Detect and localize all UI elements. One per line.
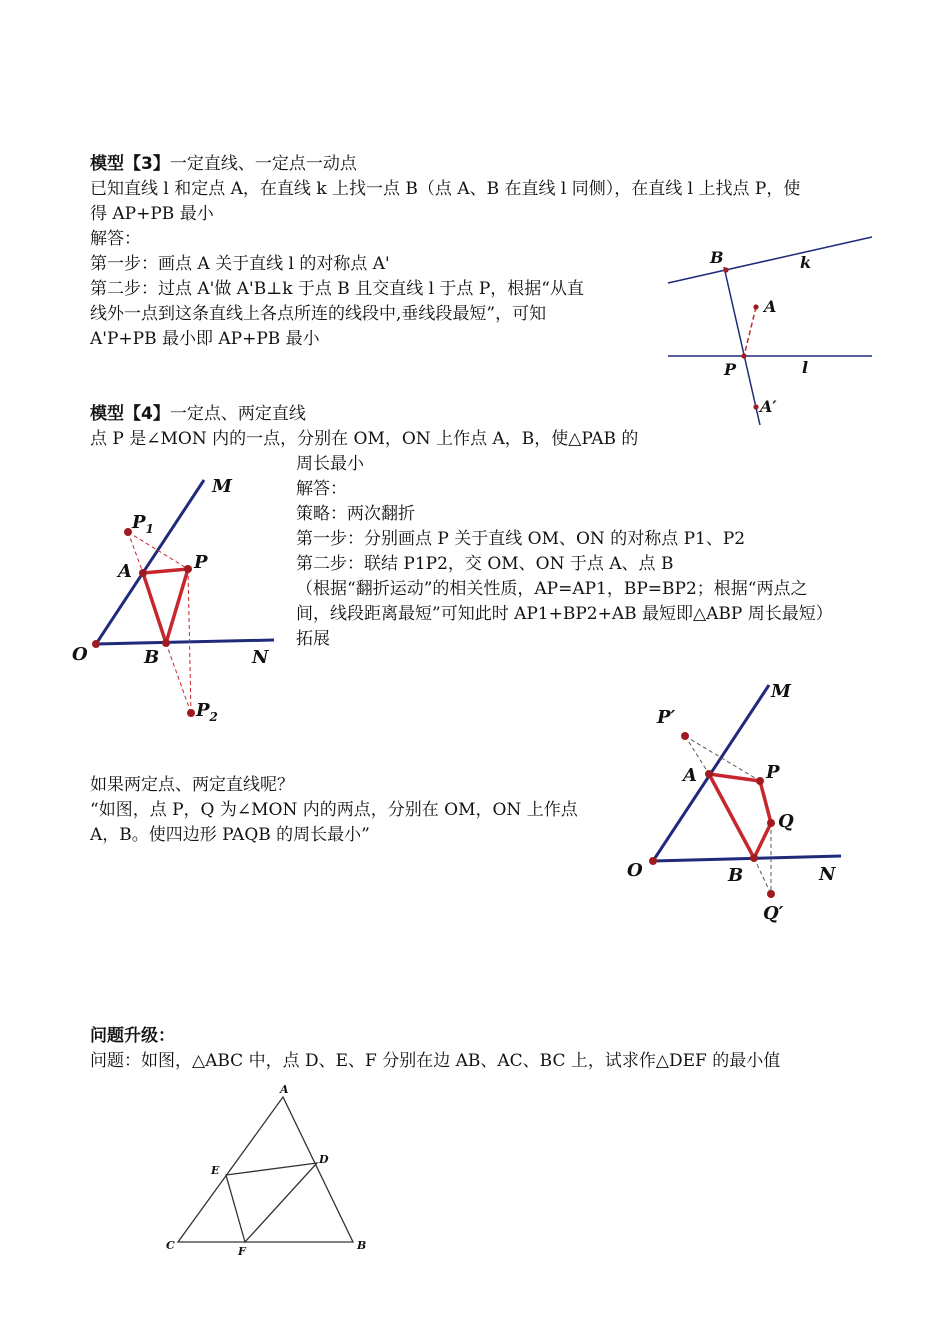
extension-question: 如果两定点、两定直线呢？ [90, 775, 294, 795]
upgrade-figure [160, 1080, 380, 1260]
label-c: C [166, 1239, 175, 1252]
label-a: A [764, 297, 777, 316]
triangle-def [226, 1163, 317, 1242]
ray-om [96, 480, 204, 644]
point-o [649, 857, 657, 865]
quad-paqb [709, 774, 771, 858]
point-p [756, 777, 764, 785]
point-b [750, 854, 758, 862]
label-m: M [771, 681, 791, 702]
point-p-prime [681, 732, 689, 740]
label-l: l [802, 358, 809, 377]
point-p [184, 565, 192, 573]
dash-b-qprime [754, 858, 771, 894]
model3-title [90, 152, 357, 176]
upgrade-title: 问题升级： [90, 1026, 175, 1046]
label-p2-main: P [196, 700, 210, 721]
point-a [139, 569, 147, 577]
ray-on [653, 856, 841, 861]
label-p: P [724, 360, 737, 379]
model3-answer: 解答： [90, 229, 141, 249]
triangle-pab [143, 569, 188, 643]
extension-figure [625, 675, 850, 930]
model3-line2: 得 AP+PB 最小 [90, 204, 214, 224]
dash-p1-p [128, 532, 188, 569]
label-d: D [319, 1153, 329, 1166]
label-f: F [238, 1245, 246, 1258]
label-p: P [766, 762, 780, 783]
point-p1 [124, 528, 132, 536]
label-p1 [131, 512, 154, 536]
label-p1-main: P [132, 512, 146, 533]
point-a [753, 304, 758, 309]
model3-title-bold: 模型【3】 [90, 154, 170, 174]
model4-figure [70, 470, 285, 730]
point-q [767, 819, 775, 827]
label-k: k [800, 253, 812, 272]
point-q-prime [767, 890, 775, 898]
label-e: E [211, 1164, 220, 1177]
label-m: M [212, 476, 232, 497]
point-p [741, 353, 746, 358]
label-p1-sub: 1 [145, 522, 154, 536]
model3-step2c: A'P+PB 最小即 AP+PB 最小 [90, 329, 320, 349]
point-b [162, 639, 170, 647]
upgrade-problem: 问题：如图，△ABC 中，点 D、E、F 分别在边 AB、AC、BC 上，试求作△DEF 的最小值 [90, 1051, 781, 1071]
extension-line2: A，B。使四边形 PAQB 的周长最小” [90, 825, 370, 845]
point-b [723, 267, 728, 272]
model3-title-rest: 一定直线、一定点一动点 [169, 154, 357, 174]
model4-line2: 周长最小 [296, 454, 364, 474]
model4-step2: 第二步：联结 P1P2，交 OM、ON 于点 A、点 B [296, 554, 674, 574]
perpendicular-line [724, 267, 760, 425]
label-o: O [627, 860, 643, 881]
point-a-prime [753, 404, 758, 409]
label-b: B [710, 248, 724, 267]
label-b: B [357, 1239, 367, 1252]
label-p: P [194, 552, 208, 573]
label-p2-sub: 2 [209, 710, 218, 724]
point-a [705, 770, 713, 778]
model4-title-rest: 一定点、两定直线 [169, 404, 306, 424]
line-k [668, 237, 872, 283]
label-p-prime: P′ [657, 707, 676, 728]
model4-strategy: 策略：两次翻折 [296, 504, 415, 524]
label-a-prime: A′ [760, 397, 777, 416]
label-a: A [118, 561, 132, 582]
label-q: Q [778, 811, 794, 832]
dashed-ap [744, 307, 756, 356]
label-b: B [728, 865, 744, 886]
model4-extend: 拓展 [296, 629, 330, 649]
model3-figure [660, 215, 880, 430]
point-p2 [187, 709, 195, 717]
model3-step2a: 第二步：过点 A'做 A'B⊥k 于点 B 且交直线 l 于点 P，根据“从直 [90, 279, 584, 299]
label-b: B [144, 647, 160, 668]
extension-line1: “如图，点 P，Q 为∠MON 内的两点，分别在 OM，ON 上作点 [90, 800, 578, 820]
model3-step2b: 线外一点到这条直线上各点所连的线段中,垂线段最短”，可知 [90, 304, 547, 324]
label-a: A [683, 765, 697, 786]
label-a: A [280, 1083, 289, 1096]
model4-answer: 解答： [296, 479, 347, 499]
model4-title-bold: 模型【4】 [90, 404, 170, 424]
point-o [92, 640, 100, 648]
model3-line1: 已知直线 l 和定点 A，在直线 k 上找一点 B（点 A、B 在直线 l 同侧），在直线 l 上找点 P，使 [90, 179, 801, 199]
model3-step1: 第一步：画点 A 关于直线 l 的对称点 A' [90, 254, 390, 274]
dash-b-p2 [166, 643, 191, 713]
label-p2 [195, 700, 218, 724]
label-q-prime: Q′ [763, 903, 784, 924]
ray-on [96, 640, 274, 644]
model4-reason1: （根据“翻折运动”的相关性质，AP=AP1，BP=BP2；根据“两点之 [296, 579, 808, 599]
model4-line1: 点 P 是∠MON 内的一点，分别在 OM，ON 上作点 A，B，使△PAB 的 [90, 429, 639, 449]
model4-step1: 第一步：分别画点 P 关于直线 OM、ON 的对称点 P1、P2 [296, 529, 746, 549]
model4-title [90, 402, 306, 426]
label-n: N [819, 864, 836, 885]
model4-reason2: 间，线段距离最短”可知此时 AP1+BP2+AB 最短即△ABP 周长最短） [296, 604, 833, 624]
label-o: O [72, 644, 88, 665]
label-n: N [252, 647, 269, 668]
